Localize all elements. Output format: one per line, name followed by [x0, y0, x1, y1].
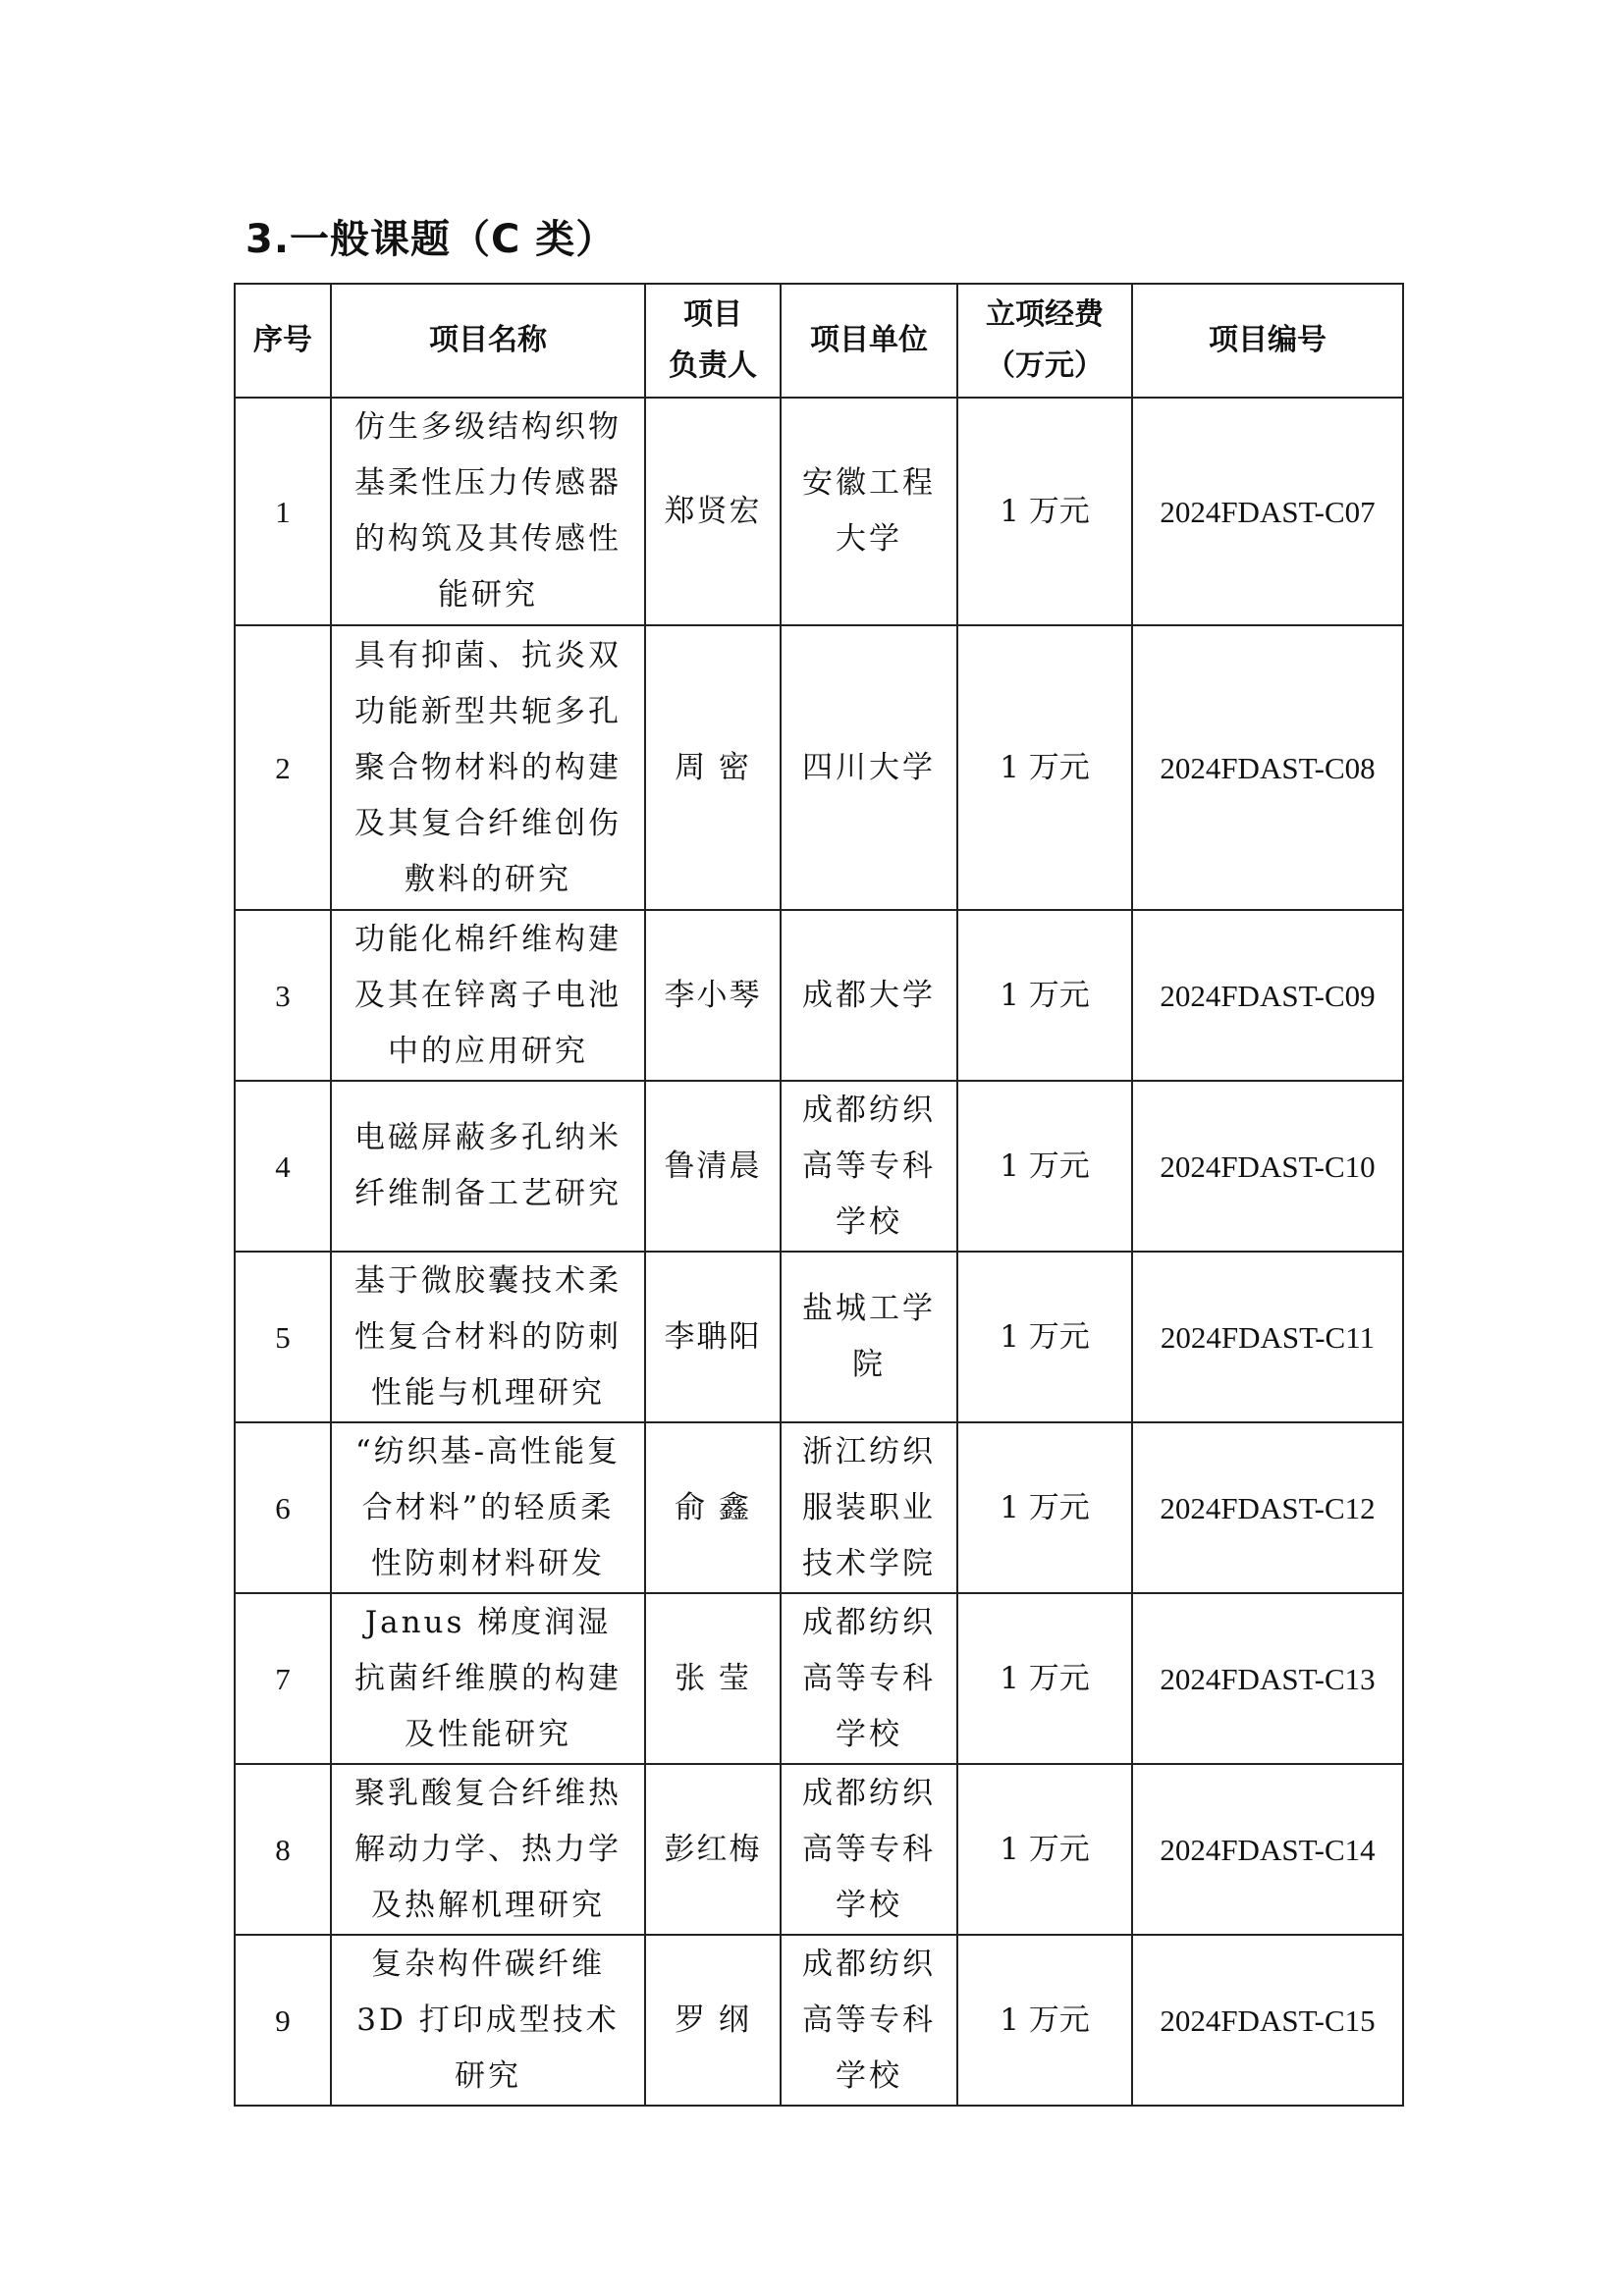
- table-row: [235, 910, 1403, 1081]
- row-name: 电磁屏蔽多孔纳米纤维制备工艺研究: [331, 1081, 645, 1252]
- row-funding: 1 万元: [957, 1422, 1132, 1593]
- row-funding: 1 万元: [957, 625, 1132, 910]
- row-seq: 2: [235, 625, 331, 910]
- row-name: 复杂构件碳纤维 3D 打印成型技术研究: [331, 1935, 645, 2106]
- table-row: [235, 1764, 1403, 1935]
- table-row: [235, 1081, 1403, 1252]
- row-leader: 李小琴: [645, 910, 781, 1081]
- table-row: [235, 1593, 1403, 1764]
- row-funding: 1 万元: [957, 910, 1132, 1081]
- row-code: 2024FDAST-C13: [1132, 1593, 1403, 1764]
- row-funding: 1 万元: [957, 1764, 1132, 1935]
- row-code: 2024FDAST-C10: [1132, 1081, 1403, 1252]
- row-name: 功能化棉纤维构建及其在锌离子电池中的应用研究: [331, 910, 645, 1081]
- row-name: 仿生多级结构织物基柔性压力传感器的构筑及其传感性能研究: [331, 398, 645, 625]
- table-row: [235, 625, 1403, 910]
- header-funding-line1: 立项经费: [986, 297, 1104, 332]
- row-leader: 李聃阳: [645, 1252, 781, 1422]
- row-seq: 5: [235, 1252, 331, 1422]
- table-row: [235, 398, 1403, 625]
- header-code: 项目编号: [1132, 284, 1403, 398]
- header-unit: 项目单位: [781, 284, 957, 398]
- row-seq: 6: [235, 1422, 331, 1593]
- header-funding-line2: （万元）: [986, 348, 1104, 383]
- table-row: [235, 1422, 1403, 1593]
- row-name: 具有抑菌、抗炎双功能新型共轭多孔聚合物材料的构建及其复合纤维创伤敷料的研究: [331, 625, 645, 910]
- row-name: 基于微胶囊技术柔性复合材料的防刺性能与机理研究: [331, 1252, 645, 1422]
- row-leader: 俞 鑫: [645, 1422, 781, 1593]
- row-leader: 鲁清晨: [645, 1081, 781, 1252]
- row-unit: 浙江纺织服装职业技术学院: [781, 1422, 957, 1593]
- row-funding: 1 万元: [957, 398, 1132, 625]
- row-name: Janus 梯度润湿抗菌纤维膜的构建及性能研究: [331, 1593, 645, 1764]
- projects-table: [234, 283, 1404, 2107]
- row-unit: 成都纺织高等专科学校: [781, 1081, 957, 1252]
- row-seq: 4: [235, 1081, 331, 1252]
- row-seq: 3: [235, 910, 331, 1081]
- table-header-row: [235, 284, 1403, 398]
- row-leader: 郑贤宏: [645, 398, 781, 625]
- row-leader: 周 密: [645, 625, 781, 910]
- row-seq: 8: [235, 1764, 331, 1935]
- header-leader-line2: 负责人: [669, 348, 757, 383]
- row-unit: 安徽工程大学: [781, 398, 957, 625]
- row-unit: 成都纺织高等专科学校: [781, 1593, 957, 1764]
- table-row: [235, 1935, 1403, 2106]
- row-code: 2024FDAST-C11: [1132, 1252, 1403, 1422]
- row-leader: 罗 纲: [645, 1935, 781, 2106]
- row-unit: 成都纺织高等专科学校: [781, 1764, 957, 1935]
- row-seq: 7: [235, 1593, 331, 1764]
- row-code: 2024FDAST-C09: [1132, 910, 1403, 1081]
- header-leader: [645, 284, 781, 398]
- row-unit: 成都大学: [781, 910, 957, 1081]
- row-unit: 四川大学: [781, 625, 957, 910]
- row-code: 2024FDAST-C12: [1132, 1422, 1403, 1593]
- row-code: 2024FDAST-C15: [1132, 1935, 1403, 2106]
- row-seq: 1: [235, 398, 331, 625]
- row-leader: 彭红梅: [645, 1764, 781, 1935]
- header-leader-line1: 项目: [683, 297, 742, 332]
- row-unit: 盐城工学院: [781, 1252, 957, 1422]
- row-funding: 1 万元: [957, 1081, 1132, 1252]
- row-unit: 成都纺织高等专科学校: [781, 1935, 957, 2106]
- row-code: 2024FDAST-C07: [1132, 398, 1403, 625]
- header-funding: [957, 284, 1132, 398]
- header-seq: 序号: [235, 284, 331, 398]
- row-seq: 9: [235, 1935, 331, 2106]
- row-funding: 1 万元: [957, 1593, 1132, 1764]
- table-row: [235, 1252, 1403, 1422]
- header-name: 项目名称: [331, 284, 645, 398]
- row-code: 2024FDAST-C08: [1132, 625, 1403, 910]
- row-name: “纺织基-高性能复合材料”的轻质柔性防刺材料研发: [331, 1422, 645, 1593]
- section-title: 3.一般课题（C 类）: [245, 217, 617, 262]
- row-name: 聚乳酸复合纤维热解动力学、热力学及热解机理研究: [331, 1764, 645, 1935]
- row-funding: 1 万元: [957, 1935, 1132, 2106]
- row-code: 2024FDAST-C14: [1132, 1764, 1403, 1935]
- row-funding: 1 万元: [957, 1252, 1132, 1422]
- row-leader: 张 莹: [645, 1593, 781, 1764]
